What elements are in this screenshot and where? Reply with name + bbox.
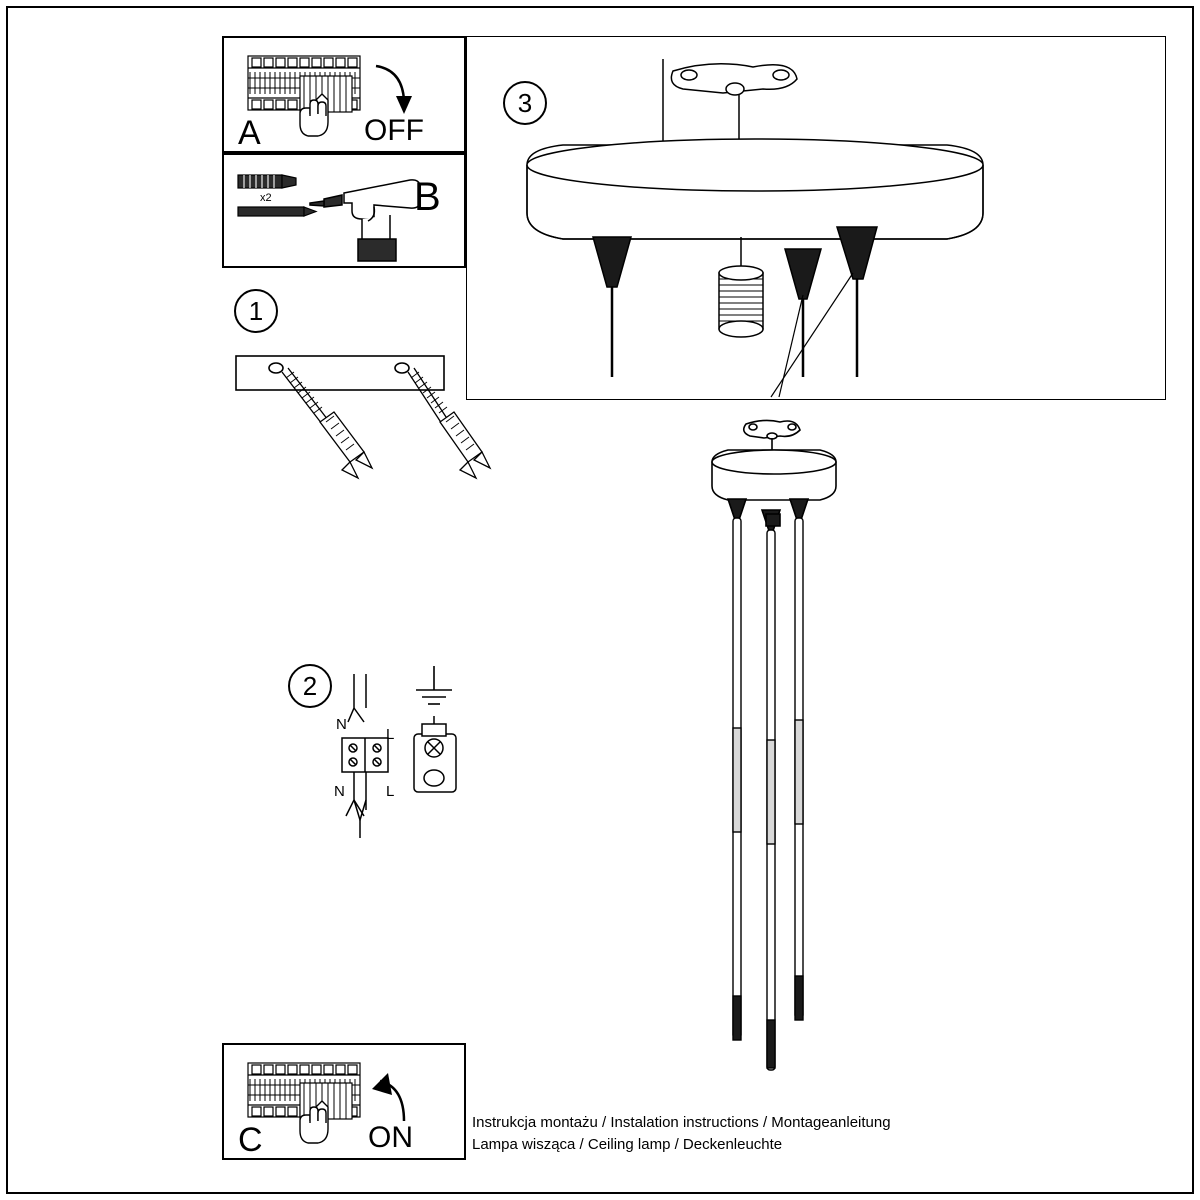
caption-line-1: Instrukcja montażu / Instalation instructions / Montageanleitung <box>472 1114 891 1131</box>
step-3-number: 3 <box>517 87 533 118</box>
panel-a <box>222 36 466 153</box>
step-2-label-l-bottom: L <box>386 783 395 800</box>
step-1-badge <box>234 289 278 333</box>
product-illustration <box>640 400 920 1080</box>
step-2-label-n-bottom: N <box>334 783 345 800</box>
panel-a-letter: A <box>238 114 261 152</box>
panel-a-word: OFF <box>364 114 424 147</box>
step-2-label-l-top: L <box>386 726 395 743</box>
caption-line-2: Lampa wisząca / Ceiling lamp / Deckenleuchte <box>472 1135 783 1153</box>
panel-c <box>222 1043 466 1160</box>
step-2-label-n-top: N <box>336 716 347 733</box>
panel-c-letter: C <box>238 1121 263 1159</box>
step-2-badge <box>288 664 332 708</box>
panel-b-letter: B <box>414 175 441 219</box>
step-3-graphic <box>467 37 1167 401</box>
panel-c-word: ON <box>368 1121 413 1154</box>
panel-b-qty: x2 <box>260 192 272 204</box>
step-1-graphic <box>230 350 500 540</box>
caption-block <box>472 1112 891 1156</box>
step-2-number: 2 <box>302 670 318 701</box>
step-2-graphic <box>330 660 490 850</box>
panel-b <box>222 153 466 268</box>
step-1-number: 1 <box>248 295 264 326</box>
panel-step-3 <box>466 36 1166 400</box>
